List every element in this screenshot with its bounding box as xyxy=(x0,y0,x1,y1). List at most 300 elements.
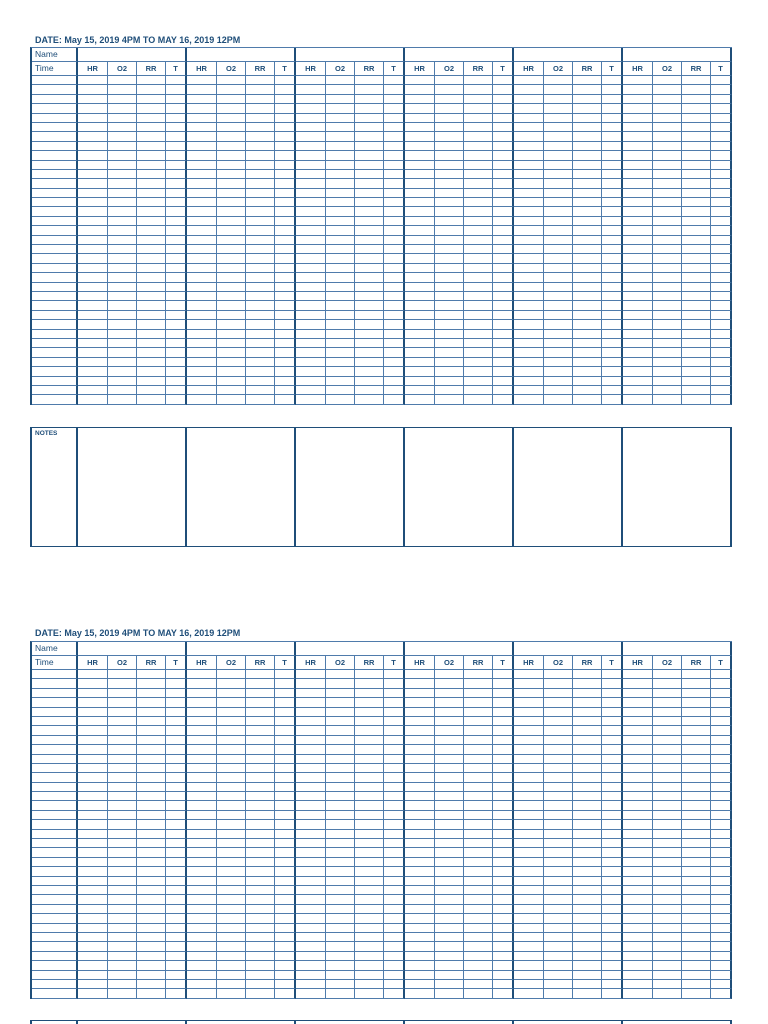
reading-cell xyxy=(602,839,623,848)
patient-name-cell xyxy=(623,642,732,656)
reading-cell xyxy=(137,717,166,726)
reading-cell xyxy=(78,161,108,170)
reading-cell xyxy=(187,264,217,273)
reading-cell xyxy=(405,301,435,310)
reading-cell xyxy=(355,886,384,895)
time-cell xyxy=(32,189,78,198)
reading-cell xyxy=(514,179,544,188)
reading-cell xyxy=(187,914,217,923)
reading-cell xyxy=(514,689,544,698)
reading-cell xyxy=(384,877,405,886)
reading-cell xyxy=(544,367,573,376)
reading-cell xyxy=(653,292,682,301)
reading-cell xyxy=(435,801,464,810)
reading-cell xyxy=(326,942,355,951)
reading-cell xyxy=(275,961,296,970)
reading-cell xyxy=(653,867,682,876)
notes-cell xyxy=(405,428,514,546)
reading-cell xyxy=(464,708,493,717)
reading-cell xyxy=(384,226,405,235)
reading-cell xyxy=(435,924,464,933)
reading-cell xyxy=(137,358,166,367)
reading-cell xyxy=(275,104,296,113)
reading-cell xyxy=(275,783,296,792)
reading-cell xyxy=(326,339,355,348)
reading-cell xyxy=(296,236,326,245)
time-cell xyxy=(32,726,78,735)
reading-cell xyxy=(78,151,108,160)
reading-cell xyxy=(137,961,166,970)
reading-cell xyxy=(573,942,602,951)
reading-cell xyxy=(623,708,653,717)
reading-cell xyxy=(682,858,711,867)
reading-cell xyxy=(108,689,137,698)
reading-cell xyxy=(602,283,623,292)
reading-cell xyxy=(275,123,296,132)
reading-cell xyxy=(78,895,108,904)
reading-cell xyxy=(246,358,275,367)
reading-cell xyxy=(682,670,711,679)
reading-cell xyxy=(108,170,137,179)
reading-cell xyxy=(78,207,108,216)
reading-cell xyxy=(78,848,108,857)
reading-cell xyxy=(623,395,653,404)
reading-cell xyxy=(187,858,217,867)
reading-cell xyxy=(384,961,405,970)
reading-cell xyxy=(166,236,187,245)
time-cell xyxy=(32,717,78,726)
reading-cell xyxy=(108,755,137,764)
reading-cell xyxy=(682,395,711,404)
reading-cell xyxy=(108,292,137,301)
reading-cell xyxy=(275,161,296,170)
reading-cell xyxy=(514,189,544,198)
reading-cell xyxy=(137,773,166,782)
reading-cell xyxy=(355,679,384,688)
time-cell xyxy=(32,264,78,273)
reading-cell xyxy=(623,76,653,85)
reading-cell xyxy=(78,132,108,141)
reading-cell xyxy=(435,301,464,310)
reading-cell xyxy=(514,783,544,792)
time-cell xyxy=(32,698,78,707)
reading-cell xyxy=(384,905,405,914)
reading-cell xyxy=(464,245,493,254)
reading-cell xyxy=(514,236,544,245)
time-cell xyxy=(32,179,78,188)
time-cell xyxy=(32,367,78,376)
reading-cell xyxy=(653,245,682,254)
reading-cell xyxy=(653,273,682,282)
reading-cell xyxy=(711,377,732,386)
reading-cell xyxy=(573,264,602,273)
time-cell xyxy=(32,886,78,895)
column-header-o2: O2 xyxy=(435,656,464,670)
reading-cell xyxy=(137,311,166,320)
reading-cell xyxy=(544,858,573,867)
reading-cell xyxy=(187,820,217,829)
reading-cell xyxy=(296,301,326,310)
reading-cell xyxy=(246,895,275,904)
reading-cell xyxy=(384,142,405,151)
reading-cell xyxy=(573,330,602,339)
reading-cell xyxy=(166,952,187,961)
reading-cell xyxy=(711,961,732,970)
reading-cell xyxy=(544,95,573,104)
reading-cell xyxy=(653,226,682,235)
reading-cell xyxy=(544,330,573,339)
reading-cell xyxy=(464,877,493,886)
reading-cell xyxy=(246,348,275,357)
reading-cell xyxy=(682,132,711,141)
time-cell xyxy=(32,142,78,151)
reading-cell xyxy=(405,980,435,989)
reading-cell xyxy=(217,745,246,754)
reading-cell xyxy=(246,698,275,707)
reading-cell xyxy=(435,848,464,857)
patient-name-cell xyxy=(296,48,405,62)
reading-cell xyxy=(405,161,435,170)
reading-cell xyxy=(623,952,653,961)
reading-cell xyxy=(217,792,246,801)
reading-cell xyxy=(514,311,544,320)
reading-cell xyxy=(275,386,296,395)
reading-cell xyxy=(246,755,275,764)
reading-cell xyxy=(187,924,217,933)
reading-cell xyxy=(711,895,732,904)
reading-cell xyxy=(384,773,405,782)
reading-cell xyxy=(435,726,464,735)
reading-cell xyxy=(514,320,544,329)
reading-cell xyxy=(544,886,573,895)
reading-cell xyxy=(275,867,296,876)
reading-cell xyxy=(326,151,355,160)
reading-cell xyxy=(435,914,464,923)
reading-cell xyxy=(296,726,326,735)
reading-cell xyxy=(187,971,217,980)
reading-cell xyxy=(623,207,653,216)
reading-cell xyxy=(573,952,602,961)
reading-cell xyxy=(355,858,384,867)
reading-cell xyxy=(108,301,137,310)
reading-cell xyxy=(493,773,514,782)
reading-cell xyxy=(544,980,573,989)
reading-cell xyxy=(405,755,435,764)
reading-cell xyxy=(711,886,732,895)
reading-cell xyxy=(544,755,573,764)
reading-cell xyxy=(217,123,246,132)
time-cell xyxy=(32,801,78,810)
reading-cell xyxy=(355,726,384,735)
reading-cell xyxy=(405,170,435,179)
reading-cell xyxy=(275,320,296,329)
reading-cell xyxy=(711,764,732,773)
reading-cell xyxy=(653,377,682,386)
reading-cell xyxy=(326,858,355,867)
name-label: Name xyxy=(32,642,78,656)
reading-cell xyxy=(435,217,464,226)
reading-cell xyxy=(435,933,464,942)
reading-cell xyxy=(217,773,246,782)
reading-cell xyxy=(384,76,405,85)
notes-label: NOTES xyxy=(35,430,58,437)
reading-cell xyxy=(573,245,602,254)
reading-cell xyxy=(166,358,187,367)
reading-cell xyxy=(246,905,275,914)
reading-cell xyxy=(187,877,217,886)
reading-cell xyxy=(544,670,573,679)
reading-cell xyxy=(602,867,623,876)
reading-cell xyxy=(108,104,137,113)
reading-cell xyxy=(544,226,573,235)
reading-cell xyxy=(682,764,711,773)
reading-cell xyxy=(544,801,573,810)
column-header-o2: O2 xyxy=(108,656,137,670)
reading-cell xyxy=(355,755,384,764)
column-header-t: T xyxy=(602,656,623,670)
reading-cell xyxy=(514,301,544,310)
reading-cell xyxy=(326,755,355,764)
reading-cell xyxy=(573,811,602,820)
reading-cell xyxy=(137,989,166,998)
reading-cell xyxy=(137,933,166,942)
reading-cell xyxy=(493,905,514,914)
reading-cell xyxy=(355,698,384,707)
reading-cell xyxy=(217,905,246,914)
time-cell xyxy=(32,877,78,886)
reading-cell xyxy=(623,123,653,132)
reading-cell xyxy=(464,198,493,207)
reading-cell xyxy=(384,820,405,829)
reading-cell xyxy=(682,142,711,151)
reading-cell xyxy=(187,377,217,386)
reading-cell xyxy=(187,123,217,132)
reading-cell xyxy=(296,886,326,895)
reading-cell xyxy=(384,95,405,104)
reading-cell xyxy=(435,283,464,292)
reading-cell xyxy=(296,942,326,951)
reading-cell xyxy=(405,971,435,980)
reading-cell xyxy=(246,198,275,207)
reading-cell xyxy=(296,226,326,235)
reading-cell xyxy=(573,76,602,85)
column-header-hr: HR xyxy=(296,656,326,670)
reading-cell xyxy=(384,886,405,895)
column-header-t: T xyxy=(166,62,187,76)
reading-cell xyxy=(544,736,573,745)
reading-cell xyxy=(296,198,326,207)
reading-cell xyxy=(682,273,711,282)
reading-cell xyxy=(653,123,682,132)
reading-cell xyxy=(544,933,573,942)
reading-cell xyxy=(544,395,573,404)
reading-cell xyxy=(187,698,217,707)
reading-cell xyxy=(78,914,108,923)
reading-cell xyxy=(493,273,514,282)
time-cell xyxy=(32,123,78,132)
reading-cell xyxy=(493,348,514,357)
reading-cell xyxy=(78,104,108,113)
reading-cell xyxy=(275,367,296,376)
reading-cell xyxy=(711,924,732,933)
reading-cell xyxy=(296,254,326,263)
reading-cell xyxy=(464,264,493,273)
reading-cell xyxy=(435,85,464,94)
reading-cell xyxy=(296,245,326,254)
reading-cell xyxy=(384,726,405,735)
column-header-o2: O2 xyxy=(217,656,246,670)
reading-cell xyxy=(602,132,623,141)
reading-cell xyxy=(602,717,623,726)
reading-cell xyxy=(108,114,137,123)
reading-cell xyxy=(217,311,246,320)
reading-cell xyxy=(573,867,602,876)
reading-cell xyxy=(296,670,326,679)
reading-cell xyxy=(711,236,732,245)
reading-cell xyxy=(623,95,653,104)
reading-cell xyxy=(602,245,623,254)
reading-cell xyxy=(217,989,246,998)
reading-cell xyxy=(653,254,682,263)
reading-cell xyxy=(137,792,166,801)
reading-cell xyxy=(246,85,275,94)
reading-cell xyxy=(296,273,326,282)
reading-cell xyxy=(137,670,166,679)
reading-cell xyxy=(653,161,682,170)
reading-cell xyxy=(682,905,711,914)
reading-cell xyxy=(435,104,464,113)
reading-cell xyxy=(217,236,246,245)
reading-cell xyxy=(296,377,326,386)
reading-cell xyxy=(108,924,137,933)
reading-cell xyxy=(623,132,653,141)
reading-cell xyxy=(602,189,623,198)
reading-cell xyxy=(296,320,326,329)
time-cell xyxy=(32,339,78,348)
reading-cell xyxy=(217,971,246,980)
patient-name-cell xyxy=(78,48,187,62)
reading-cell xyxy=(435,114,464,123)
reading-cell xyxy=(435,123,464,132)
reading-cell xyxy=(187,330,217,339)
reading-cell xyxy=(108,971,137,980)
reading-cell xyxy=(187,367,217,376)
reading-cell xyxy=(711,773,732,782)
column-header-o2: O2 xyxy=(326,656,355,670)
reading-cell xyxy=(493,377,514,386)
reading-cell xyxy=(355,320,384,329)
reading-cell xyxy=(623,330,653,339)
reading-cell xyxy=(573,142,602,151)
reading-cell xyxy=(296,858,326,867)
reading-cell xyxy=(355,151,384,160)
reading-cell xyxy=(166,867,187,876)
reading-cell xyxy=(544,867,573,876)
reading-cell xyxy=(602,226,623,235)
reading-cell xyxy=(217,245,246,254)
reading-cell xyxy=(246,961,275,970)
reading-cell xyxy=(166,311,187,320)
reading-cell xyxy=(187,283,217,292)
reading-cell xyxy=(653,830,682,839)
column-header-hr: HR xyxy=(623,62,653,76)
reading-cell xyxy=(166,170,187,179)
reading-cell xyxy=(355,745,384,754)
reading-cell xyxy=(435,679,464,688)
reading-cell xyxy=(435,226,464,235)
reading-cell xyxy=(108,708,137,717)
patient-name-cell xyxy=(78,642,187,656)
reading-cell xyxy=(217,217,246,226)
reading-cell xyxy=(711,123,732,132)
reading-cell xyxy=(653,330,682,339)
reading-cell xyxy=(435,971,464,980)
reading-cell xyxy=(296,114,326,123)
reading-cell xyxy=(573,971,602,980)
reading-cell xyxy=(464,886,493,895)
reading-cell xyxy=(275,670,296,679)
reading-cell xyxy=(166,877,187,886)
date-range-label: DATE: May 15, 2019 4PM TO MAY 16, 2019 12PM xyxy=(35,628,241,638)
notes-cell xyxy=(187,428,296,546)
reading-cell xyxy=(653,395,682,404)
reading-cell xyxy=(166,95,187,104)
name-label: Name xyxy=(32,48,78,62)
reading-cell xyxy=(326,292,355,301)
reading-cell xyxy=(602,386,623,395)
reading-cell xyxy=(275,952,296,961)
reading-cell xyxy=(602,773,623,782)
reading-cell xyxy=(187,245,217,254)
reading-cell xyxy=(435,151,464,160)
reading-cell xyxy=(246,142,275,151)
reading-cell xyxy=(78,989,108,998)
reading-cell xyxy=(296,132,326,141)
reading-cell xyxy=(493,989,514,998)
reading-cell xyxy=(187,792,217,801)
reading-cell xyxy=(682,198,711,207)
reading-cell xyxy=(464,820,493,829)
reading-cell xyxy=(405,933,435,942)
reading-cell xyxy=(544,745,573,754)
reading-cell xyxy=(623,670,653,679)
reading-cell xyxy=(78,886,108,895)
reading-cell xyxy=(78,783,108,792)
reading-cell xyxy=(573,104,602,113)
time-cell xyxy=(32,670,78,679)
reading-cell xyxy=(275,811,296,820)
reading-cell xyxy=(187,198,217,207)
reading-cell xyxy=(602,395,623,404)
reading-cell xyxy=(711,320,732,329)
reading-cell xyxy=(711,792,732,801)
column-header-t: T xyxy=(493,656,514,670)
reading-cell xyxy=(217,395,246,404)
reading-cell xyxy=(682,330,711,339)
reading-cell xyxy=(275,254,296,263)
reading-cell xyxy=(137,264,166,273)
reading-cell xyxy=(711,914,732,923)
reading-cell xyxy=(137,348,166,357)
reading-cell xyxy=(493,708,514,717)
time-cell xyxy=(32,783,78,792)
reading-cell xyxy=(384,367,405,376)
reading-cell xyxy=(653,755,682,764)
reading-cell xyxy=(326,792,355,801)
reading-cell xyxy=(544,142,573,151)
reading-cell xyxy=(326,961,355,970)
reading-cell xyxy=(623,886,653,895)
